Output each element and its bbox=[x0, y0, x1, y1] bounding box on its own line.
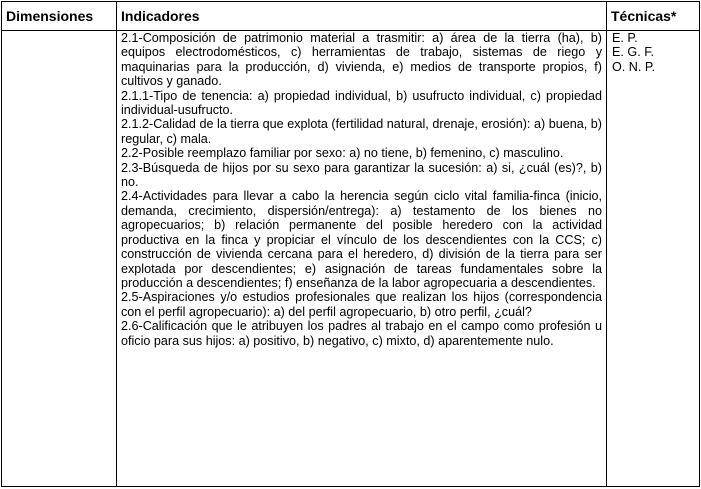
indicator-2-6: 2.6-Calificación que le atribuyen los padres al trabajo en el campo como profesión u oficio para sus hijos: a) positivo, b) negativo, c) mixto, d) aparentemente nulo. bbox=[121, 319, 602, 348]
indicator-2-1: 2.1-Composición de patrimonio material a trasmitir: a) área de la tierra (ha), b) equipos electrodomésticos, c) herramientas de trabajo, sistemas de riego y maquinarias para la producción, d) vivienda, e) medios de transporte propios, f) cultivos y ganado. bbox=[121, 31, 602, 89]
indicator-2-2: 2.2-Posible reemplazo familiar por sexo: a) no tiene, b) femenino, c) masculino. bbox=[121, 146, 564, 161]
indicators-cell bbox=[117, 31, 607, 487]
header-row bbox=[2, 2, 700, 31]
table-row bbox=[2, 31, 700, 487]
indicator-2-4: 2.4-Actividades para llevar a cabo la herencia según ciclo vital familia-finca (inicio, demanda, crecimiento, dispersión/entrega): a) testamento de los bienes no agropecuarios; b) relación permanente del posible heredero con la actividad productiva en la finca y propiciar el vínculo de los descendientes con la CCS; c) construcción de vivienda cercana para el heredero, d) división de la tierra para ser explotada por descendientes; e) asignación de tareas fundamentales sobre la producción a descendientes; f) enseñanza de la labor agropecuaria a descendientes. bbox=[121, 189, 602, 290]
technique-egf: E. G. F. bbox=[612, 45, 654, 60]
indicator-2-1-2: 2.1.2-Calidad de la tierra que explota (fertilidad natural, drenaje, erosión): a) buena, b) regular, c) mala. bbox=[121, 117, 602, 146]
indicator-2-1-1: 2.1.1-Tipo de tenencia: a) propiedad individual, b) usufructo individual, c) propiedad individual-usufructo. bbox=[121, 88, 602, 118]
header-dimensiones: Dimensiones bbox=[2, 2, 117, 31]
header-tecnicas: Técnicas* bbox=[607, 2, 700, 31]
indicator-2-3: 2.3-Búsqueda de hijos por su sexo para garantizar la sucesión: a) si, ¿cuál (es)?, b) no. bbox=[121, 160, 602, 190]
indicators-table bbox=[1, 1, 700, 487]
header-indicadores: Indicadores bbox=[117, 2, 607, 31]
technique-ep: E. P. bbox=[612, 31, 638, 45]
techniques-cell bbox=[607, 31, 700, 487]
indicator-2-5: 2.5-Aspiraciones y/o estudios profesionales que realizan los hijos (correspondencia con el perfil agropecuario): a) del perfil agropecuario, b) otro perfil, ¿cuál? bbox=[121, 290, 602, 319]
dimension-cell bbox=[2, 31, 117, 487]
technique-onp: O. N. P. bbox=[612, 59, 656, 74]
